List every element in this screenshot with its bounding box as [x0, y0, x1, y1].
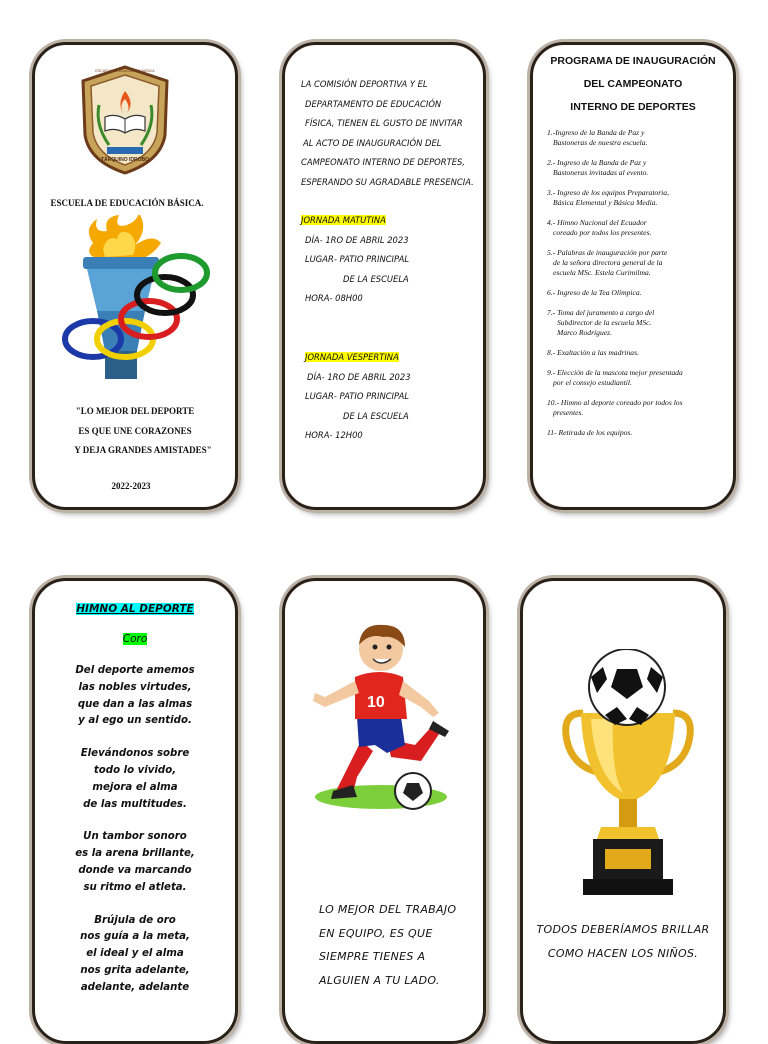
program-item-line: 1.-Ingreso de la Banda de Paz y: [547, 128, 645, 137]
program-title-line: DEL CAMPEONATO: [583, 78, 683, 90]
teamwork-quote-line: LO MEJOR DEL TRABAJO: [319, 903, 457, 916]
quote-line: "LO MEJOR DEL DEPORTE: [75, 406, 195, 416]
trophy-with-ball-image: [561, 649, 695, 903]
quote-line: Y DEJA GRANDES AMISTADES": [74, 445, 212, 455]
program-panel: [530, 42, 736, 510]
hymn-line: de las multitudes.: [83, 798, 187, 810]
program-item-line: Bastoneras invitadas al evento.: [553, 168, 649, 177]
hymn-line: Un tambor sonoro: [83, 831, 187, 843]
program-item: [547, 398, 727, 418]
hymn-line: Elevándonos sobre: [80, 748, 190, 760]
evening-place: LUGAR- PATIO PRINCIPAL: [305, 391, 410, 401]
invitation-line: LA COMISIÓN DEPORTIVA Y EL: [301, 79, 428, 89]
morning-schedule: [301, 211, 409, 309]
evening-place-line2: DE LA ESCUELA: [343, 410, 409, 421]
trophy-quote: [523, 918, 723, 965]
school-name: ESCUELA DE EDUCACIÓN BÁSICA.: [50, 198, 204, 208]
olympic-torch-rings-image: [53, 215, 213, 385]
cover-panel: [32, 42, 238, 510]
program-item-line: Básica Elemental y Básica Media.: [553, 198, 658, 207]
invitation-line: DEPARTAMENTO DE EDUCACIÓN: [305, 98, 442, 109]
hymn-line: Brújula de oro: [94, 914, 176, 926]
program-item-line: 6.- Ingreso de la Tea Olímpica.: [547, 288, 642, 297]
teamwork-quote-line: SIEMPRE TIENES A: [319, 950, 426, 963]
program-item-line: escuela MSc. Estela Curimilma.: [553, 268, 651, 277]
hymn-line: que dan a las almas: [77, 698, 193, 710]
hymn-line: donde va marcando: [78, 864, 192, 876]
trophy-quote-line: COMO HACEN LOS NIÑOS.: [547, 946, 699, 960]
teamwork-quote-line: ALGUIEN A TU LADO.: [319, 973, 440, 987]
soccer-player-illustration: [309, 621, 459, 811]
program-item: [547, 128, 727, 148]
hymn-line: todo lo vivido,: [93, 764, 177, 776]
program-item-line: Subdirector de la escuela MSc.: [557, 318, 652, 327]
program-item-line: 10.- Himno al deporte coreado por todos los: [547, 398, 683, 407]
program-item: [547, 188, 727, 208]
hymn-line: nos grita adelante,: [80, 964, 190, 976]
hymn-line: nos guía a la meta,: [80, 931, 190, 943]
invitation-text: [301, 75, 474, 192]
morning-place-line2: DE LA ESCUELA: [343, 273, 409, 284]
hymn-line: Del deporte amemos: [75, 665, 195, 676]
program-title: [533, 55, 733, 113]
invitation-line: CAMPEONATO INTERNO DE DEPORTES,: [301, 157, 465, 167]
hymn-line: el ideal y el alma: [86, 948, 184, 960]
cover-quote: [35, 402, 235, 461]
hymn-line: es la arena brillante,: [75, 848, 195, 860]
teamwork-panel: [282, 578, 486, 1044]
program-item-line: 9.- Elección de la mascota mejor presentada: [547, 368, 683, 377]
program-item: [547, 288, 727, 298]
hymn-line: y al ego un sentido.: [78, 715, 192, 727]
program-item-line: Marco Rodríguez.: [557, 328, 612, 337]
program-title-line: PROGRAMA DE INAUGURACIÓN: [550, 55, 716, 67]
morning-place: LUGAR- PATIO PRINCIPAL: [305, 254, 410, 264]
teamwork-quote: [319, 898, 456, 992]
program-item-line: 4.- Himno Nacional del Ecuador: [547, 218, 647, 227]
quote-line: ES QUE UNE CORAZONES: [78, 425, 192, 436]
hymn-panel: [32, 578, 238, 1044]
hymn-stanza: [35, 663, 235, 730]
trophy-quote-line: TODOS DEBERÍAMOS BRILLAR: [536, 923, 710, 936]
hymn-lyrics: [35, 663, 235, 997]
program-item-line: presentes.: [553, 408, 584, 417]
trophy-panel: [520, 578, 726, 1044]
program-item-line: 5.- Palabras de inauguración por parte: [547, 248, 668, 257]
invitation-line: FÍSICA, TIENEN EL GUSTO DE INVITAR: [305, 118, 463, 128]
program-item-line: coreado por todos los presentes.: [553, 228, 652, 237]
invitation-panel: [282, 42, 486, 510]
morning-day: DÍA- 1RO DE ABRIL 2023: [305, 234, 409, 245]
program-item-line: 8.- Exaltación a las madrinas.: [547, 348, 639, 357]
hymn-chorus-label: Coro: [122, 633, 148, 645]
program-item: [547, 368, 727, 388]
program-list: [547, 128, 727, 438]
morning-title: JORNADA MATUTINA: [301, 215, 386, 225]
program-item-line: 11- Retirada de los equipos.: [547, 428, 633, 437]
jersey-number: 10: [367, 694, 385, 711]
program-item-line: 7.- Toma del juramento a cargo del: [547, 308, 655, 317]
evening-time: HORA- 12H00: [305, 430, 363, 440]
program-item-line: 2.- Ingreso de la Banda de Paz y: [547, 158, 647, 167]
program-item: [547, 308, 727, 338]
program-item: [547, 428, 727, 438]
program-item-line: 3.- Ingreso de los equipos Preparatoria,: [547, 188, 669, 197]
hymn-line: adelante, adelante: [80, 981, 190, 993]
program-item-line: de la señora directora general de la: [553, 258, 663, 267]
program-title-line: INTERNO DE DEPORTES: [570, 101, 696, 113]
logo-bottom-text: TÁRQUINO IDROBO: [100, 157, 150, 163]
hymn-stanza: [35, 913, 235, 997]
invitation-line: AL ACTO DE INAUGURACIÓN DEL: [303, 137, 442, 148]
invitation-line: ESPERANDO SU AGRADABLE PRESENCIA.: [301, 176, 474, 187]
hymn-title: HIMNO AL DEPORTE: [76, 603, 194, 615]
hymn-stanza: [35, 746, 235, 813]
hymn-line: mejora el alma: [92, 781, 178, 793]
hymn-line: su ritmo el atleta.: [83, 881, 187, 893]
program-item: [547, 218, 727, 238]
program-item: [547, 348, 727, 358]
program-item-line: Bastoneras de nuestra escuela.: [553, 138, 648, 147]
teamwork-quote-line: EN EQUIPO, ES QUE: [319, 926, 433, 940]
evening-day: DÍA- 1RO DE ABRIL 2023: [307, 371, 411, 382]
hymn-line: las nobles virtudes,: [78, 681, 192, 693]
morning-time: HORA- 08H00: [305, 293, 363, 303]
logo-top-text: ESCUELA DE EDUCACIÓN BÁSICA: [95, 69, 155, 73]
evening-schedule: [305, 348, 411, 446]
program-item: [547, 158, 727, 178]
program-item: [547, 248, 727, 278]
school-year: 2022-2023: [111, 481, 151, 491]
program-item-line: por el consejo estudiantil.: [553, 378, 632, 387]
hymn-stanza: [35, 829, 235, 896]
evening-title: JORNADA VESPERTINA: [305, 352, 399, 362]
